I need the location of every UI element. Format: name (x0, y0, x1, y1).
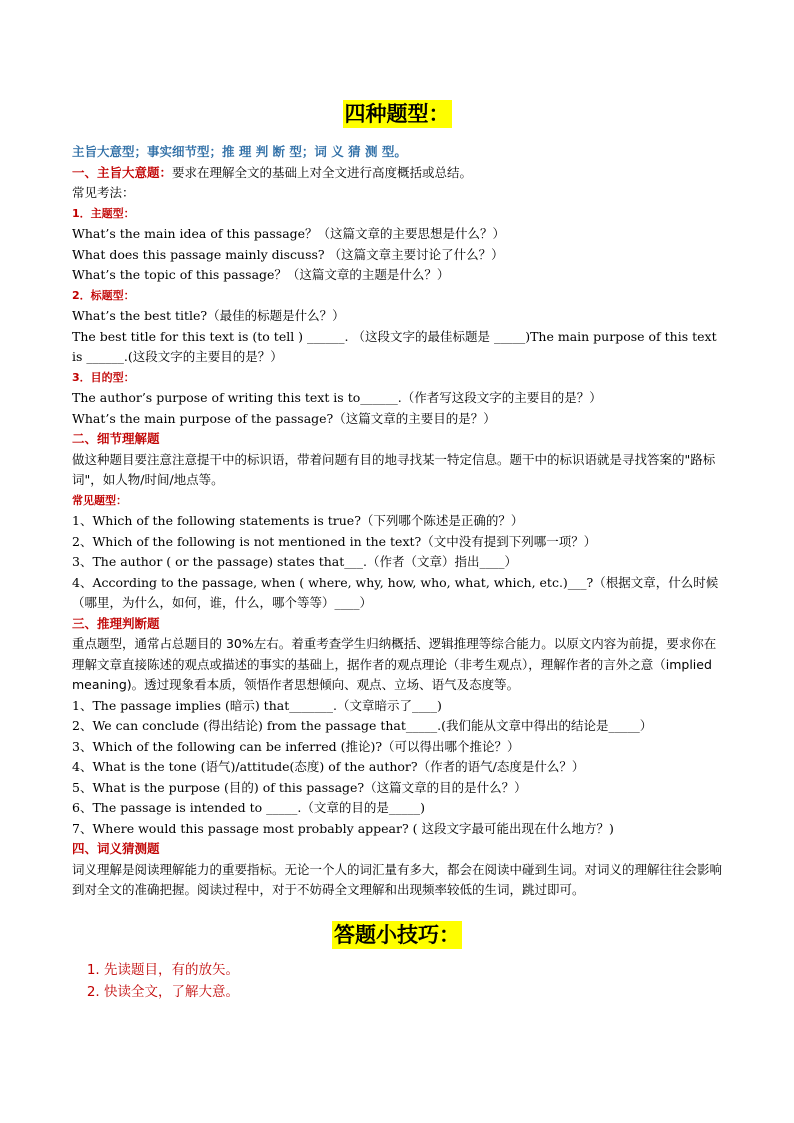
type-2-line-2: The best title for this text is (to tell ) ______. （这段文字的最佳标题是 _____)The main purpose of this text is ______.(这段文字的主要目的是？） (72, 328, 717, 364)
section-3-line-3: 3、Which of the following can be inferred (推论)?（可以得出哪个推论？） (72, 738, 520, 754)
type-1-line-3: What’s the topic of this passage？（这篇文章的主题是什么？） (72, 267, 450, 282)
type-1-label: 1．主题型： (72, 206, 135, 220)
title-four-question-types: 四种题型： (344, 102, 450, 126)
section-3-line-7: 7、Where would this passage most probably appear? ( 这段文字最可能出现在什么地方？) (72, 820, 614, 836)
section-2-line-1: 1、Which of the following statements is true?（下列哪个陈述是正确的？） (72, 513, 524, 528)
section-4-title: 四、词义猜测题 (72, 841, 160, 856)
section-3-desc: 重点题型，通常占总题目的 30%左右。着重考查学生归纳概括、逻辑推理等综合能力。以原文内容为前提，要求你在理解文章直接陈述的观点或描述的事实的基础上，据作者的观点理论（非考生观点），理解作者的言外之意（implied meaning)。透过现象看本质，领悟作者思想倾向、观点、立场、语气及态度等。 (72, 636, 717, 692)
section-3-line-4: 4、What is the tone (语气)/attitude(态度) of the author?（作者的语气/态度是什么？） (72, 759, 585, 774)
tip-item-1: 1. 先读题目，有的放矢。 (104, 959, 722, 981)
section-3-line-6: 6、The passage is intended to _____.（文章的目的是_____) (72, 800, 425, 815)
subtitle-question-types: 主旨大意型；事实细节型；推 理 判 断 型；词 义 猜 测 型。 (72, 144, 407, 159)
document-content (72, 0, 722, 1003)
title-answer-tips: 答题小技巧： (334, 922, 460, 947)
type-1-line-1: What’s the main idea of this passage？（这篇文章的主要思想是什么？） (72, 226, 506, 241)
tip-item-2: 2. 快读全文，了解大意。 (104, 981, 722, 1003)
section-3-title: 三、推理判断题 (72, 615, 160, 631)
section-2-line-2: 2、Which of the following is not mentioned in the text?（文中没有提到下列哪一项？） (72, 533, 597, 549)
section-1-desc: 要求在理解全文的基础上对全文进行高度概括或总结。 (172, 164, 473, 180)
section-1-head (72, 163, 722, 184)
section-2-common: 常见题型： (72, 493, 127, 507)
type-3-label: 3．目的型： (72, 370, 135, 384)
type-1-line-2: What does this passage mainly discuss? （这篇文章主要讨论了什么？） (72, 246, 504, 262)
type-3-line-2: What’s the main purpose of the passage?（这篇文章的主要目的是？） (72, 410, 496, 426)
type-3-line-1: The author’s purpose of writing this text is to______.（作者写这段文字的主要目的是？） (72, 390, 602, 405)
type-2-line-1: What’s the best title?（最佳的标题是什么？） (72, 308, 345, 323)
type-2-label: 2．标题型： (72, 288, 135, 302)
tips-list (72, 959, 722, 1003)
section-2-title: 二、细节理解题 (72, 431, 160, 446)
section-1-title: 一、主旨大意题： (72, 164, 173, 180)
section-3-line-5: 5、What is the purpose (目的) of this passage?（这篇文章的目的是什么？） (72, 779, 527, 795)
section-2-desc: 做这种题目要注意注意提干中的标识语，带着问题有目的地寻找某一特定信息。题干中的标识语就是寻找答案的"路标词"，如人物/时间/地点等。 (72, 451, 716, 487)
section-4-desc: 词义理解是阅读理解能力的重要指标。无论一个人的词汇量有多大，都会在阅读中碰到生词。对词义的理解往往会影响到对全文的准确把握。阅读过程中，对于不妨碍全文理解和出现频率较低的生词，跳过即可。 (72, 861, 723, 897)
section-1-common: 常见考法： (72, 185, 135, 200)
section-3-line-2: 2、We can conclude (得出结论) from the passage that_____.(我们能从文章中得出的结论是_____） (72, 718, 653, 733)
section-2-line-4: 4、According to the passage, when ( where, why, how, who, what, which, etc.)___?（根据文章，什么时候（哪里，为什么，如何，谁，什么，哪个等等）____） (72, 574, 719, 610)
section-2-line-3: 3、The author ( or the passage) states that___.（作者（文章）指出____） (72, 554, 517, 569)
section-3-line-1: 1、The passage implies (暗示) that_______.（文章暗示了____) (72, 697, 442, 713)
